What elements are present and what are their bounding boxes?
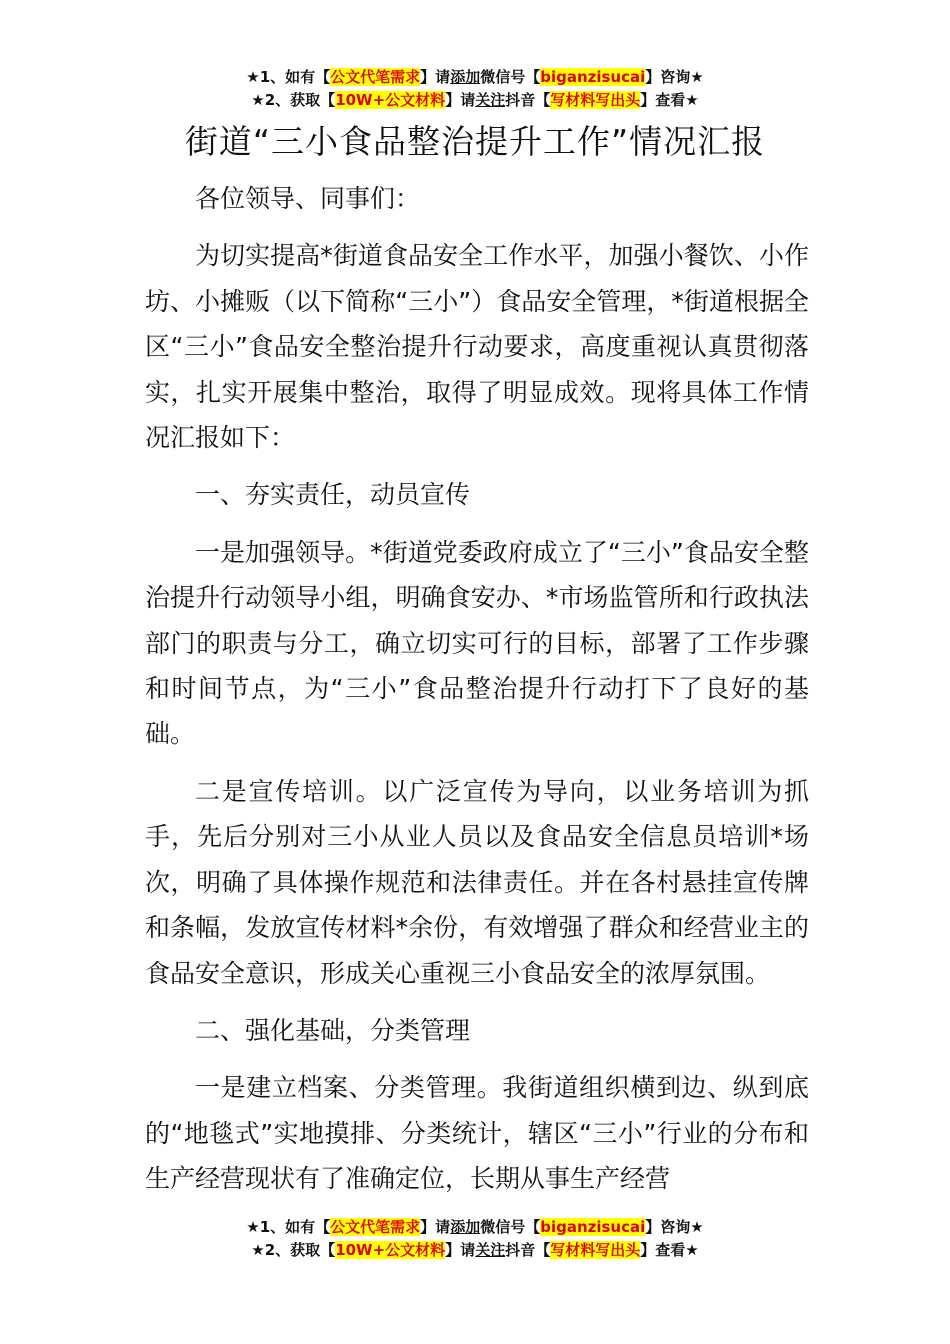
promo-text: 】请 <box>420 1218 451 1236</box>
promo-line-1 <box>0 1216 950 1239</box>
promo-text: 】请 <box>420 68 451 86</box>
promo-text: ★1、如有【 <box>246 68 331 86</box>
promo-line-2 <box>0 1239 950 1262</box>
promo-underline: 添加 <box>450 1218 481 1236</box>
paragraph: 一是加强领导。*街道党委政府成立了“三小”食品安全整治提升行动领导小组，明确食安办、*市场监管所和行政执法部门的职责与分工，确立切实可行的目标，部署了工作步骤和时间节点，为“三小”食品整治提升行动打下了良好的基础。 <box>145 537 809 749</box>
promo-banner-bottom <box>0 1216 950 1262</box>
promo-text: ★2、获取【 <box>251 91 336 109</box>
promo-text: 抖音【 <box>505 91 551 109</box>
paragraph: 一是建立档案、分类管理。我街道组织横到边、纵到底的“地毯式”实地摸排、分类统计，辖区“三小”行业的分布和生产经营现状有了准确定位，长期从事生产经营 <box>145 1073 809 1194</box>
promo-text: 】咨询★ <box>645 1218 704 1236</box>
promo-highlight: 10W+公文材料 <box>335 91 446 109</box>
salutation: 各位领导、同事们： <box>195 184 421 213</box>
promo-highlight: biganzisucai <box>540 68 646 86</box>
promo-underline: 添加 <box>450 68 481 86</box>
promo-text: ★1、如有【 <box>246 1218 331 1236</box>
promo-highlight: 10W+公文材料 <box>335 1241 446 1259</box>
document-body <box>145 176 809 1214</box>
promo-text: 】咨询★ <box>645 68 704 86</box>
promo-highlight: 写材料写出头 <box>550 1241 641 1259</box>
promo-highlight: biganzisucai <box>540 1218 646 1236</box>
promo-line-2 <box>0 89 950 112</box>
promo-text: 】查看★ <box>640 1241 699 1259</box>
promo-underline: 关注 <box>475 1241 506 1259</box>
promo-highlight: 公文代笔需求 <box>330 1218 421 1236</box>
promo-text: 】请 <box>445 91 476 109</box>
promo-line-1 <box>0 66 950 89</box>
promo-text: 抖音【 <box>505 1241 551 1259</box>
promo-underline: 关注 <box>475 91 506 109</box>
section-heading: 一、夯实责任，动员宣传 <box>195 480 471 510</box>
promo-text: 】查看★ <box>640 91 699 109</box>
section-heading: 二、强化基础，分类管理 <box>195 1015 471 1045</box>
promo-banner-top <box>0 66 950 112</box>
promo-text: 微信号【 <box>480 68 541 86</box>
paragraph: 二是宣传培训。以广泛宣传为导向，以业务培训为抓手，先后分别对三小从业人员以及食品安全信息员培训*场次，明确了具体操作规范和法律责任。并在各村悬挂宣传牌和条幅，发放宣传材料*余份，有效增强了群众和经营业主的食品安全意识，形成关心重视三小食品安全的浓厚氛围。 <box>145 776 809 988</box>
promo-text: 】请 <box>445 1241 476 1259</box>
promo-highlight: 写材料写出头 <box>550 91 641 109</box>
paragraph: 为切实提高*街道食品安全工作水平，加强小餐饮、小作坊、小摊贩（以下简称“三小”）食品安全管理，*街道根据全区“三小”食品安全整治提升行动要求，高度重视认真贯彻落实，扎实开展集中整治，取得了明显成效。现将具体工作情况汇报如下： <box>145 241 809 453</box>
promo-text: 微信号【 <box>480 1218 541 1236</box>
promo-text: ★2、获取【 <box>251 1241 336 1259</box>
promo-highlight: 公文代笔需求 <box>330 68 421 86</box>
document-title: 街道“三小食品整治提升工作”情况汇报 <box>184 122 766 161</box>
